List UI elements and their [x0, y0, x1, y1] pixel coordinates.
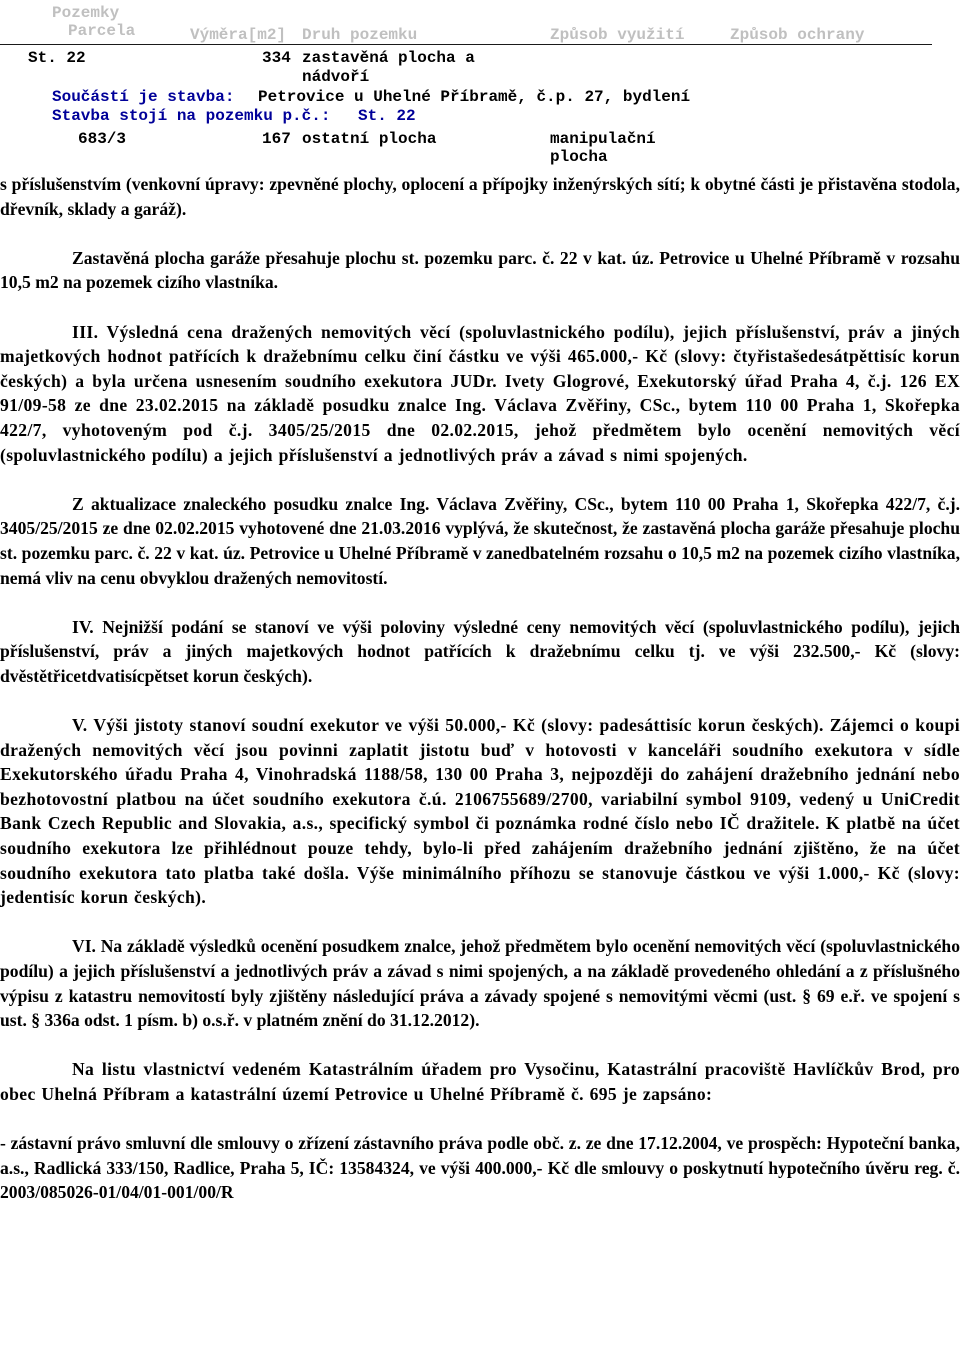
header-vymera: Výměra[m2]	[190, 26, 287, 44]
paragraph-section-V: V. Výši jistoty stanoví soudní exekutor ve výši 50.000,- Kč (slovy: padesáttisíc korun českých). Zájemci o koupi dražených nemovitých věcí jsou povinni zaplatit jistotu buď v hotovosti v kanceláři soudního exekutora v sídle Exekutorského úřadu Praha 4, Vinohradská 1188/58, 130 00 Praha 3, nejpozději do zahájení dražebního jednání nebo bezhotovostní platbou na účet soudního exekutora č.ú. 2106755689/2700, variabilní symbol 9109, vedený u UniCredit Bank Czech Republic and Slovakia, a.s., specifický symbol či poznámka rodné číslo nebo IČ dražitele. K platbě na účet soudního exekutora lze přihlédnout pouze tehdy, bylo-li před zahájením dražebního jednání zjištěno, že na účet soudního exekutora tato platba také došla. Výše minimálního příhozu se stanovuje částkou ve výši 1.000,- Kč (slovy: jedentisíc korun českých).	[0, 715, 960, 908]
paragraph-section-IV: IV. Nejnižší podání se stanoví ve výši poloviny výsledné ceny nemovitých věcí (spoluvlastnického podílu), jejich příslušenství, práv a jiných majetkových hodnot patřících k dražebnímu celku tj. ve výši 232.500,- Kč (slovy: dvěstětřicetdvatisícpětset korun českých).	[0, 616, 960, 686]
cadastral-excerpt	[0, 0, 960, 168]
row1-druh-line1: zastavěná plocha a	[302, 49, 475, 67]
row2-parcela: 683/3	[78, 130, 127, 148]
paragraph-ownership-sheet: Na listu vlastnictví vedeném Katastrálním úřadem pro Vysočinu, Katastrální pracoviště Havlíčkův Brod, pro obec Uhelná Příbram a katastrální území Petrovice u Uhelné Příbramě č. 695 je zapsáno:	[0, 1059, 960, 1104]
header-zpusob-ochrany: Způsob ochrany	[730, 26, 865, 44]
paragraph-property-accessories: s příslušenstvím (venkovní úpravy: zpevněné plochy, oplocení a přípojky inženýrských sítí; k obytné části je přistavěna stodola, dřevník, sklady a garáž).	[0, 174, 960, 219]
paragraph-garage-overlap: Zastavěná plocha garáže přesahuje plochu st. pozemku parc. č. 22 v kat. úz. Petrovice u Uhelné Příbramě v rozsahu 10,5 m2 na pozemek cizího vlastníka.	[0, 247, 960, 293]
soucasti-label: Součástí je stavba:	[52, 88, 235, 106]
paragraph-section-III: III. Výsledná cena dražených nemovitých věcí (spoluvlastnického podílu), jejich příslušenství, práv a jiných majetkových hodnot patřících k dražebnímu celku činí částku ve výši 465.000,- Kč (slovy: čtyřistašedesátpěttisíc korun českých) a byla určena usnesením soudního exekutora JUDr. Ivety Glogrové, Exekutorský úřad Praha 4, č.j. 126 EX 91/09-58 ze dne 23.02.2015 na základě posudku znalce Ing. Václava Zvěřiny, CSc., bytem 110 00 Praha 1, Skořepka 422/7, vyhotoveným pod č.j. 3405/25/2015 dne 02.02.2015, jehož předmětem bylo ocenění nemovitých věcí (spoluvlastnického podílu) a jejich příslušenství a jednotlivých práv a závad s nimi spojených.	[0, 321, 960, 465]
row2-vyuziti-line1: manipulační	[550, 130, 656, 148]
row1-vymera: 334	[262, 49, 291, 67]
paragraph-section-VI: VI. Na základě výsledků ocenění posudkem znalce, jehož předmětem bylo ocenění nemovitých věcí (spoluvlastnického podílu) a jejich příslušenství a jednotlivých práv a závad s nimi spojených, a na základě provedeného ohledání a z příslušného výpisu z katastru nemovitostí byly zjištěny následující práva a závady spojené s nemovitými věcmi (ust. § 69 e.ř. ve spojení s ust. § 336a odst. 1 písm. b) o.s.ř. v platném znění do 31.12.2012).	[0, 936, 960, 1031]
stavba-value: St. 22	[358, 107, 416, 125]
paragraph-appraisal-update: Z aktualizace znaleckého posudku znalce Ing. Václava Zvěřiny, CSc., bytem 110 00 Praha 1, Skořepka 422/7, č.j. 3405/25/2015 ze dne 02.02.2015 vyhotovené dne 21.03.2016 vyplývá, že skutečnost, že zastavěná plocha garáže přesahuje plochu st. pozemku parc. č. 22 v kat. úz. Petrovice u Uhelné Příbramě v zanedbatelném rozsahu o 10,5 m2 na pozemek cizího vlastníka, nemá vliv na cenu obvyklou dražených nemovitostí.	[0, 493, 960, 588]
header-divider	[0, 44, 932, 45]
row2-vyuziti-line2: plocha	[550, 148, 608, 166]
row1-parcela: St. 22	[28, 49, 86, 67]
row2-druh: ostatní plocha	[302, 130, 437, 148]
header-zpusob-vyuziti: Způsob využití	[550, 26, 685, 44]
paragraph-lien-entry: - zástavní právo smluvní dle smlouvy o zřízení zástavního práva podle obč. z. ze dne 17.12.2004, ve prospěch: Hypoteční banka, a.s., Radlická 333/150, Radlice, Praha 5, IČ: 13584324, ve výši 400.000,- Kč dle smlouvy o poskytnutí hypotečního úvěru reg. č. 2003/085026-01/04/01-001/00/R	[0, 1133, 960, 1203]
header-parcela: Parcela	[68, 22, 136, 40]
row1-druh-line2: nádvoří	[302, 68, 370, 86]
header-druh-pozemku: Druh pozemku	[302, 26, 418, 44]
stavba-label: Stavba stojí na pozemku p.č.:	[52, 107, 331, 125]
row2-vymera: 167	[262, 130, 291, 148]
soucasti-value: Petrovice u Uhelné Příbramě, č.p. 27, bydlení	[258, 88, 691, 106]
document-body	[0, 172, 960, 1205]
header-pozemky: Pozemky	[52, 4, 120, 22]
